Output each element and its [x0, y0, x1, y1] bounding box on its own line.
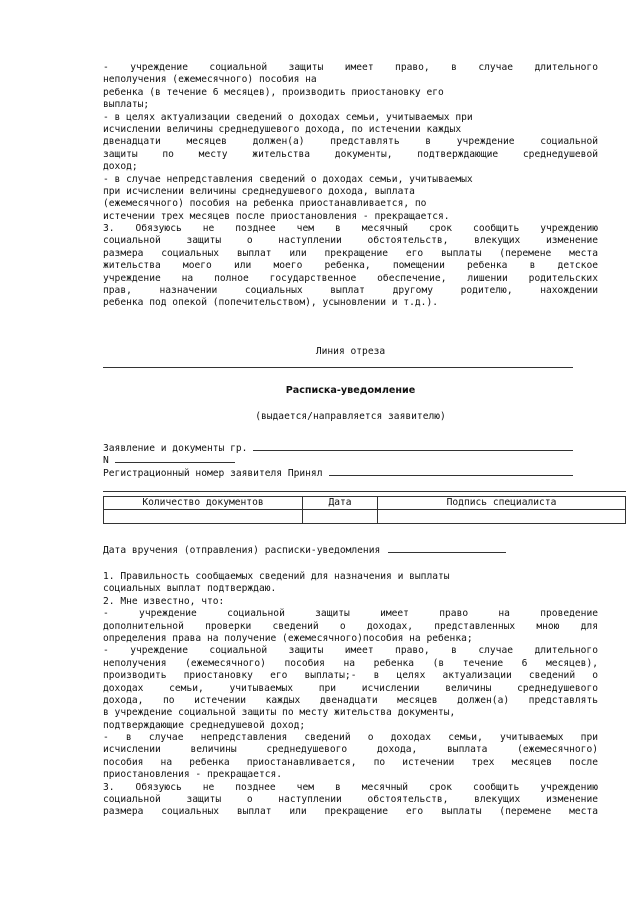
number-label: N [103, 455, 109, 466]
text-line: исчислении величины среднедушевого дохода, выплата (ежемесячного) [103, 744, 598, 756]
registration-blank[interactable] [329, 466, 574, 476]
text-line: исчислении величины среднедушевого дохода, по истечении каждых [103, 123, 462, 135]
text-line: неполучения (ежемесячного) пособия на ребенка (в течение 6 месяцев), [103, 657, 598, 669]
text-line: в учреждение социальной защиты по месту жительства документы, [103, 707, 456, 719]
number-field [103, 453, 573, 465]
text-line: при исчислении величины среднедушевого дохода, выплата [103, 185, 415, 197]
receipt-subtitle [103, 411, 598, 423]
cell-date[interactable] [303, 510, 378, 524]
text-line: размера социальных выплат или прекращение его выплаты (перемене места [103, 247, 598, 259]
text-line: неполучения (ежемесячного) пособия на [103, 74, 317, 86]
text-line: дохода, по истечении каждых двенадцати месяцев должен(а) представлять [103, 694, 598, 706]
top-text [103, 62, 598, 310]
delivery-label: Дата вручения (отправления) расписки-уведомления [103, 545, 381, 556]
text-line: 2. Мне известно, что: [103, 595, 225, 607]
text-line: 3. Обязуюсь не позднее чем в месячный срок сообщить учреждению [103, 781, 598, 793]
text-line: 1. Правильность сообщаемых сведений для назначения и выплаты [103, 571, 450, 582]
delivery-blank[interactable] [388, 543, 506, 553]
text-line: ребенка под опекой (попечительством), усыновлении и т.д.). [103, 297, 439, 309]
text-line: пособия на ребенка приостанавливается, по истечении трех месяцев после [103, 756, 598, 768]
cut-line [103, 367, 573, 368]
cell-signature[interactable] [378, 510, 626, 524]
header-date: Дата [303, 497, 378, 510]
table-header-row [104, 497, 626, 510]
cut-line-text: Линия отреза [315, 346, 386, 357]
text-line: истечении трех месяцев после приостановления - прекращается. [103, 210, 450, 222]
text-line: 3. Обязуюсь не позднее чем в месячный срок сообщить учреждению [103, 223, 598, 235]
table-top-rule [103, 491, 626, 492]
registration-label: Регистрационный номер заявителя Принял [103, 468, 323, 479]
text-line: определения права на получение (ежемесячного)пособия на ребенка; [103, 632, 473, 644]
cell-doc-count[interactable] [104, 510, 303, 524]
text-line: (ежемесячного) пособия на ребенка приостанавливается, по [103, 198, 427, 210]
text-line: доход; [103, 161, 138, 173]
header-signature: Подпись специалиста [378, 497, 626, 510]
text-line: дополнительной проверки сведений о доходах, представленных мною для [103, 620, 598, 632]
receipt-subtitle-text: (выдается/направляется заявителю) [255, 411, 446, 422]
text-line: - в случае непредставления сведений о доходах семьи, учитываемых при [103, 732, 598, 744]
table-row [104, 510, 626, 524]
text-line: - в случае непредставления сведений о доходах семьи, учитываемых [103, 173, 473, 185]
text-line: подтверждающие среднедушевой доход; [103, 719, 306, 731]
text-line: социальной защиты о наступлении обстоятельств, влекущих изменение [103, 235, 598, 247]
text-line: - учреждение социальной защиты имеет право, в случае длительного [103, 645, 598, 657]
receipt-table [103, 496, 626, 524]
text-line: двенадцати месяцев должен(а) представлять в учреждение социальной [103, 136, 598, 148]
text-line: - в целях актуализации сведений о доходах семьи, учитываемых при [103, 111, 473, 123]
text-line: размера социальных выплат или прекращение его выплаты (перемене места [103, 806, 598, 818]
text-line: учреждение на полное государственное обеспечение, лишении родительских [103, 272, 598, 284]
receipt-title-text: Расписка-уведомление [285, 385, 416, 396]
registration-field [103, 466, 573, 478]
receipt-title [103, 385, 598, 397]
header-doc-count: Количество документов [104, 497, 303, 510]
delivery-date-field [103, 543, 573, 555]
application-blank[interactable] [253, 441, 573, 451]
text-line: доходах семьи, учитываемых при исчислении величины среднедушевого [103, 682, 598, 694]
text-line: ребенка (в течение 6 месяцев), производить приостановку его [103, 86, 444, 98]
bottom-text [103, 571, 598, 819]
text-line: - учреждение социальной защиты имеет право на проведение [103, 608, 598, 620]
text-line: социальной защиты о наступлении обстоятельств, влекущих изменение [103, 794, 598, 806]
text-line: защиты по месту жительства документы, подтверждающие среднедушевой [103, 148, 598, 160]
application-field [103, 441, 573, 453]
number-blank[interactable] [115, 453, 235, 463]
text-line: - учреждение социальной защиты имеет право, в случае длительного [103, 62, 598, 73]
text-line: жительства моего или моего ребенка, помещении ребенка в детское [103, 260, 598, 272]
text-line: приостановления - прекращается. [103, 769, 283, 781]
text-line: производить приостановку его выплаты;- в целях актуализации сведений о [103, 670, 598, 682]
text-line: прав, назначении социальных выплат другому родителю, нахождении [103, 285, 598, 297]
application-label: Заявление и документы гр. [103, 443, 248, 454]
cut-line-label [103, 346, 598, 358]
text-line: социальных выплат подтверждаю. [103, 583, 277, 595]
text-line: выплаты; [103, 99, 150, 111]
